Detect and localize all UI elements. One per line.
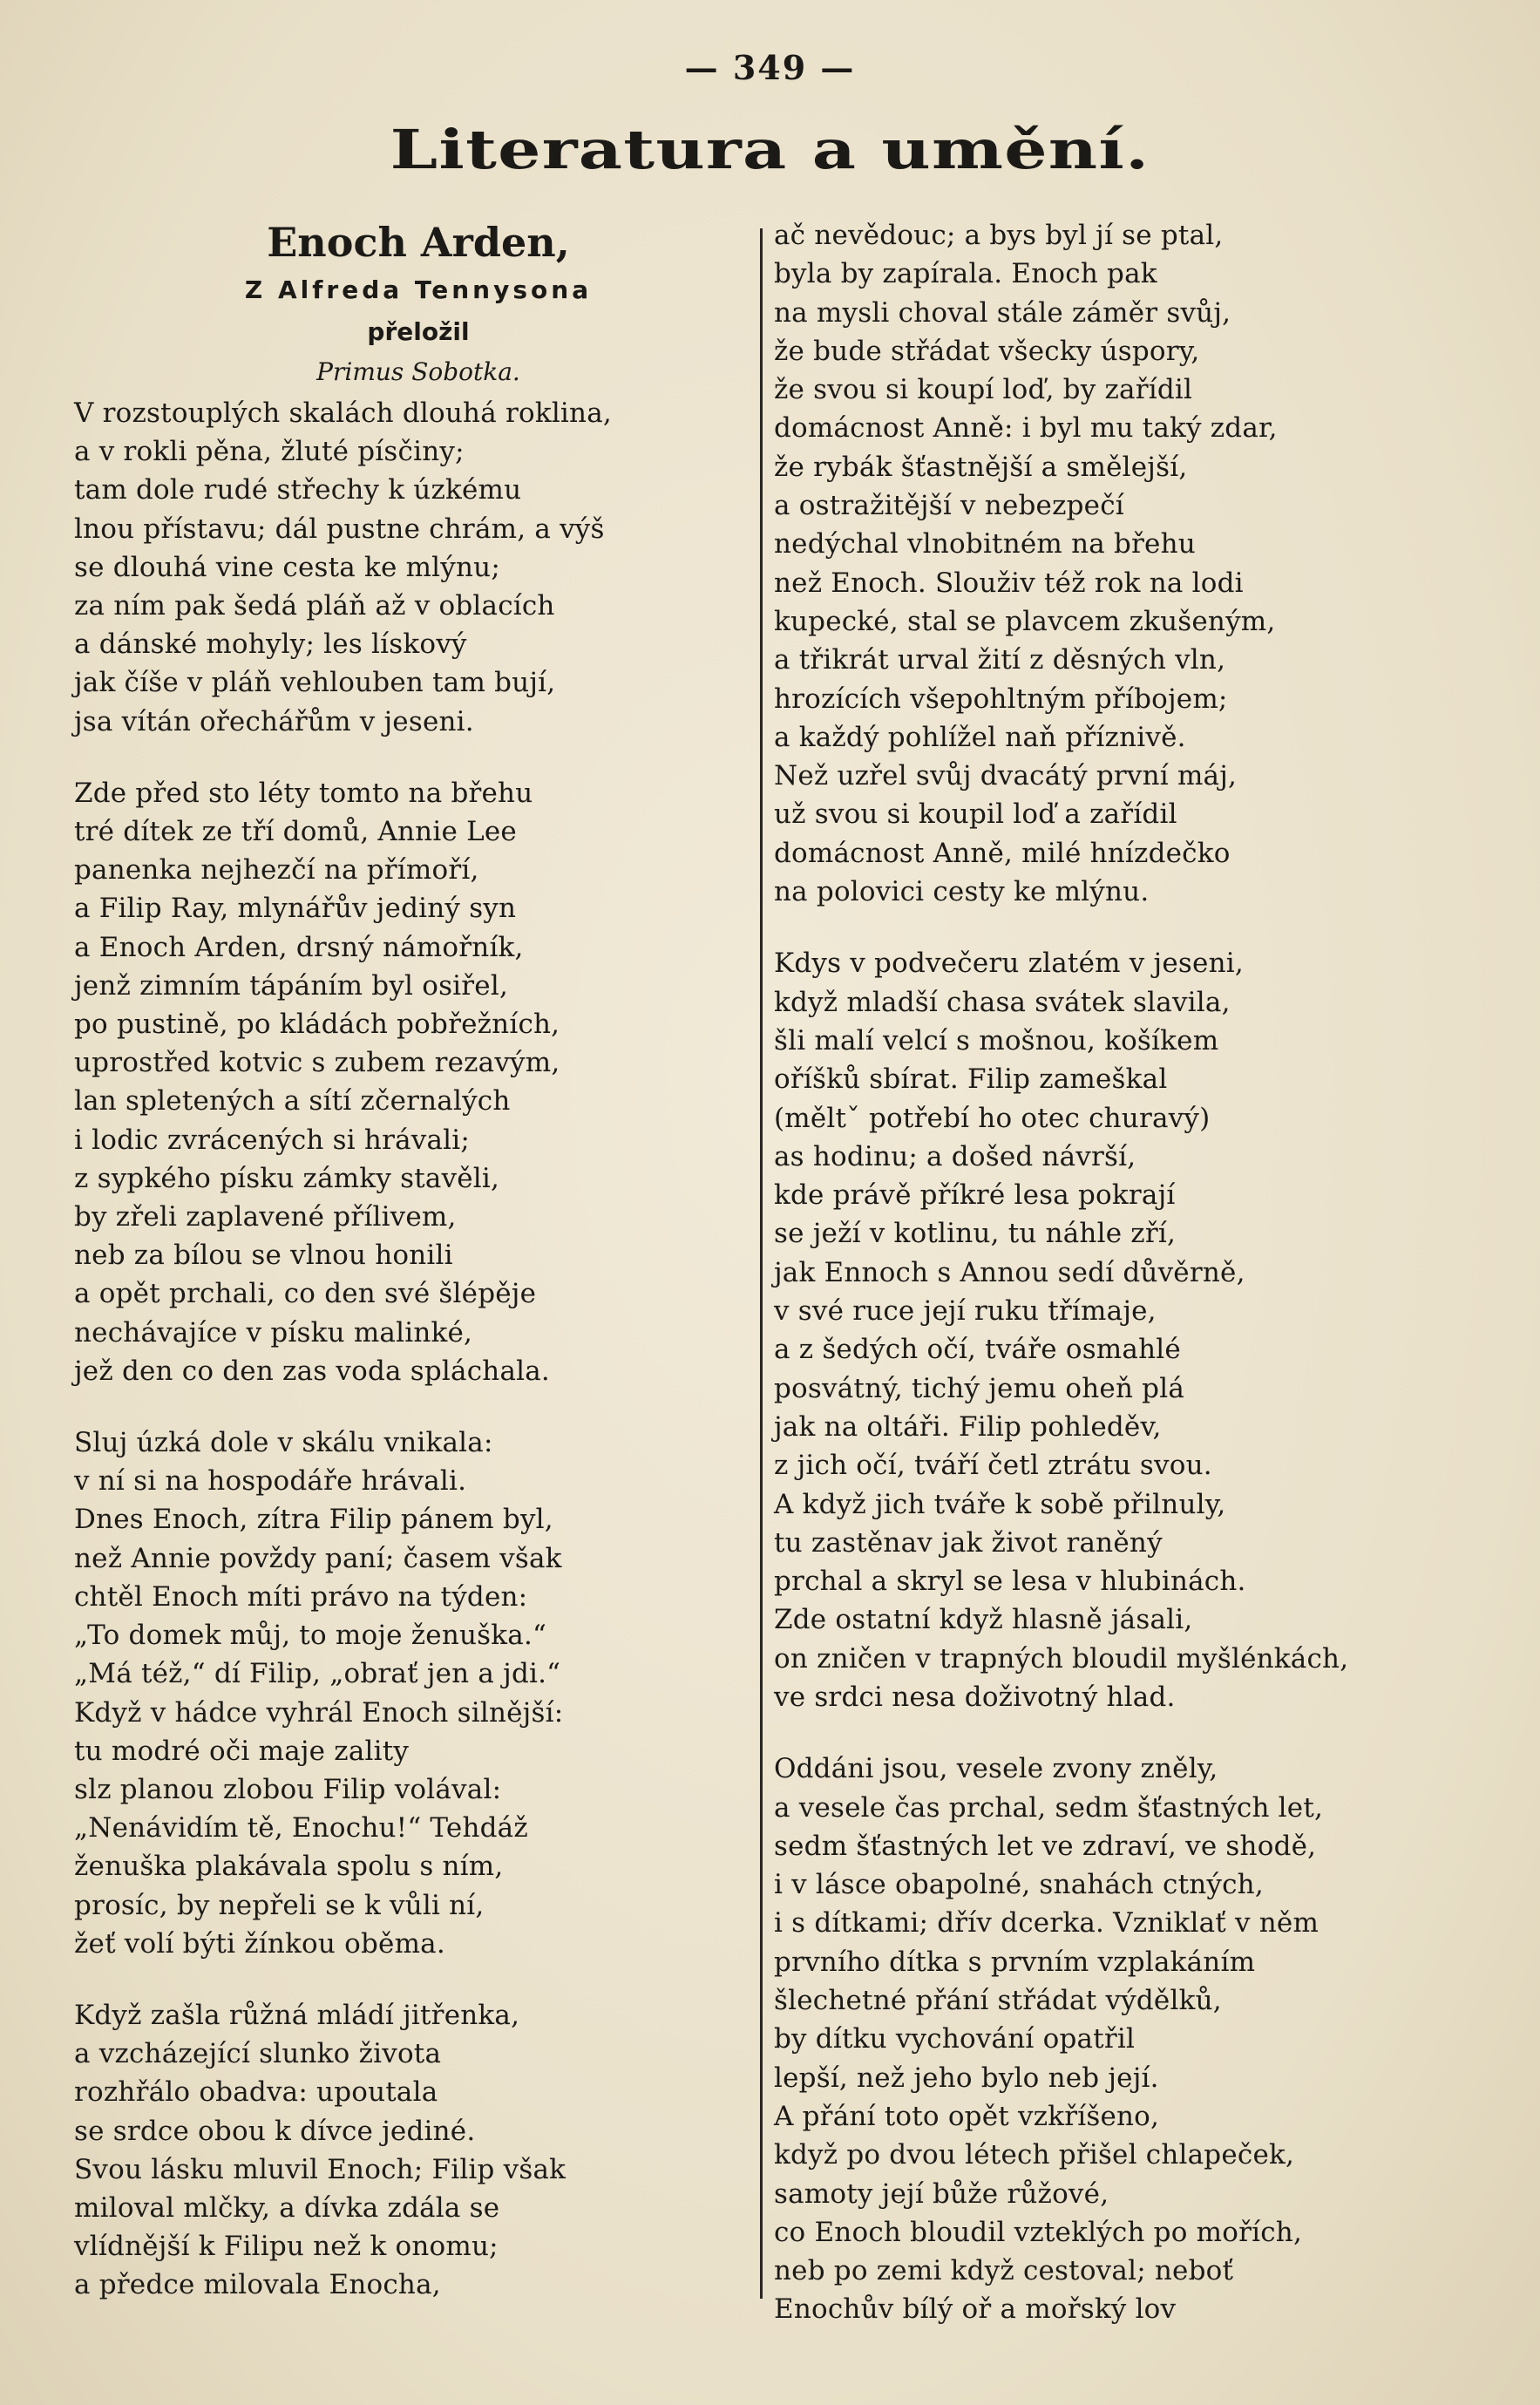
stanza <box>774 1749 1454 2328</box>
poem-line: ve srdci nesa doživotný hlad. <box>774 1681 1176 1713</box>
poem-line: se dlouhá vine cesta ke mlýnu; <box>74 551 500 583</box>
poem-line: lepší, než jeho bylo neb její. <box>774 2062 1159 2094</box>
translator-note: přeložil <box>367 317 470 346</box>
poem-line: a dánské mohyly; les lískový <box>74 628 467 661</box>
right-stanzas <box>774 216 1454 2329</box>
poem-line: A když jich tváře k sobě přilnuly, <box>774 1488 1226 1520</box>
poem-line: A přání toto opět vzkříšeno, <box>774 2100 1160 2132</box>
poem-line: na polovici cesty ke mlýnu. <box>774 876 1150 908</box>
poem-line: a Enoch Arden, drsný námořník, <box>74 931 524 963</box>
poem-line: co Enoch bloudil vzteklých po mořích, <box>774 2216 1303 2248</box>
poem-line: uprostřed kotvic s zubem rezavým, <box>74 1047 560 1079</box>
poem-line: než Enoch. Slouživ též rok na lodi <box>774 567 1244 599</box>
poem-line: Sluj úzká dole v skálu vnikala: <box>74 1427 493 1459</box>
poem-line: ženuška plakávala spolu s ním, <box>74 1851 504 1883</box>
poem-line: domácnost Anně, milé hnízdečko <box>774 837 1231 869</box>
poem-line: a opět prchali, co den své šlépěje <box>74 1278 537 1310</box>
poem-line: kde právě příkré lesa pokrají <box>774 1179 1176 1212</box>
poem-line: a předce milovala Enocha, <box>74 2269 441 2301</box>
poem-line: tam dole rudé střechy k úzkému <box>74 474 522 506</box>
poem-line: z jich očí, tváří četl ztrátu svou. <box>774 1450 1212 1482</box>
poem-line: než Annie povždy paní; časem však <box>74 1542 562 1574</box>
poem-line: šlechetné přání střádat výdělků, <box>774 1985 1222 2017</box>
poem-line: se ježí v kotlinu, tu náhle zří, <box>774 1218 1177 1250</box>
poem-line: Enochův bílý oř a mořský lov <box>774 2293 1177 2326</box>
poem-line: Kdys v podvečeru zlatém v jeseni, <box>774 948 1244 980</box>
poem-line: as hodinu; a došed návrší, <box>774 1140 1136 1172</box>
poem-line: nechávajíce v písku malinké, <box>74 1316 473 1349</box>
poem-line: i lodic zvrácených si hrávali; <box>74 1124 471 1156</box>
poem-line: jež den co den zas voda spláchala. <box>74 1355 550 1387</box>
poem-line: Než uzřel svůj dvacátý první máj, <box>774 760 1238 792</box>
poem-line: neb po zemi když cestoval; neboť <box>774 2255 1234 2287</box>
poem-line: hrozících všepohltným příbojem; <box>774 683 1228 715</box>
stanza <box>74 774 763 1390</box>
poem-line: prchal a skryl se lesa v hlubinách. <box>774 1566 1246 1598</box>
poem-line: žeť volí býti žínkou oběma. <box>74 1927 445 1960</box>
poem-line: on zničen v trapných bloudil myšlénkách, <box>774 1642 1349 1675</box>
poem-line: za ním pak šedá pláň až v oblacích <box>74 590 555 622</box>
poem-title: Enoch Arden, <box>267 219 570 266</box>
poem-line: a Filip Ray, mlynářův jediný syn <box>74 893 517 925</box>
right-column <box>774 216 1454 2329</box>
poem-line: na mysli choval stále záměr svůj, <box>774 296 1231 329</box>
poem-line: v své ruce její ruku třímaje, <box>774 1295 1157 1328</box>
poem-line: ač nevědouc; a bys byl jí se ptal, <box>774 220 1224 251</box>
stanza <box>74 394 763 741</box>
poem-line: Svou lásku mluvil Enoch; Filip však <box>74 2153 566 2185</box>
poem-line: Když zašla růžná mládí jitřenka, <box>74 1999 520 2031</box>
section-title: Literatura a umění. <box>390 118 1150 181</box>
poem-line: a vzcházející slunko života <box>74 2038 442 2070</box>
poem-line: prvního dítka s prvním vzplakáním <box>774 1946 1256 1978</box>
poem-line: nedýchal vlnobitném na břehu <box>774 528 1196 560</box>
left-column <box>74 216 763 2305</box>
poem-line: domácnost Anně: i byl mu taký zdar, <box>774 412 1278 445</box>
poem-line: tré dítek ze tří domů, Annie Lee <box>74 816 517 848</box>
poem-line: a v rokli pěna, žluté písčiny; <box>74 436 465 468</box>
poem-line: když mladší chasa svátek slavila, <box>774 986 1231 1018</box>
poem-line: a z šedých očí, tváře osmahlé <box>774 1334 1181 1366</box>
poem-line: Dnes Enoch, zítra Filip pánem byl, <box>74 1504 553 1536</box>
poem-line: že rybák šťastnější a smělejší, <box>774 451 1188 483</box>
poem-line: z sypkého písku zámky stavěli, <box>74 1162 500 1194</box>
left-stanzas <box>74 394 763 2305</box>
poem-line: šli malí velcí s mošnou, košíkem <box>774 1024 1219 1056</box>
poem-line: by zřeli zaplavené přílivem, <box>74 1201 457 1233</box>
poem-line: i v lásce obapolné, snahách ctných, <box>774 1869 1264 1901</box>
poem-line: prosíc, by nepřeli se k vůli ní, <box>74 1889 485 1921</box>
stanza <box>74 1996 763 2305</box>
poem-line: Když v hádce vyhrál Enoch silnější: <box>74 1696 564 1729</box>
poem-line: oříšků sbírat. Filip zameškal <box>774 1063 1168 1096</box>
poem-line: byla by zapírala. Enoch pak <box>774 258 1157 290</box>
poem-line: „Má též,“ dí Filip, „obrať jen a jdi.“ <box>74 1658 561 1690</box>
page-number: — 349 — <box>684 48 856 87</box>
poem-line: a ostražitější v nebezpečí <box>774 490 1124 522</box>
poem-line: jak na oltáři. Filip pohleděv, <box>774 1410 1162 1443</box>
poem-line: chtěl Enoch míti právo na týden: <box>74 1580 528 1613</box>
poem-line: lnou přístavu; dál pustne chrám, a výš <box>74 513 605 545</box>
poem-line: a každý pohlížel naň příznivě. <box>774 721 1186 753</box>
stanza <box>74 1423 763 1963</box>
poem-line: slz planou zlobou Filip volával: <box>74 1773 502 1805</box>
poem-line: Oddáni jsou, vesele zvony zněly, <box>774 1753 1218 1785</box>
poem-line: už svou si koupil loď a zařídil <box>774 798 1177 831</box>
poem-subtitle: Z Alfreda Tennysona <box>244 275 593 304</box>
poem-line: posvátný, tichý jemu oheň plá <box>774 1372 1185 1404</box>
poem-line: jak Ennoch s Annou sedí důvěrně, <box>774 1256 1245 1288</box>
poem-line: jenž zimním tápáním byl osiřel, <box>74 969 509 1002</box>
poem-line: v ní si na hospodáře hrávali. <box>74 1465 467 1498</box>
poem-line: tu modré oči maje zality <box>74 1735 410 1767</box>
poem-line: by dítku vychování opatřil <box>774 2023 1136 2055</box>
poem-line: kupecké, stal se plavcem zkušeným, <box>774 605 1276 637</box>
poem-line: vlídnější k Filipu než k onomu; <box>74 2231 499 2263</box>
poem-line: samoty její bůže růžové, <box>774 2177 1109 2210</box>
poem-line: jak číše v pláň vehlouben tam bují, <box>74 667 556 699</box>
poem-line: „To domek můj, to moje ženuška.“ <box>74 1620 547 1652</box>
poem-line: tu zastěnav jak život raněný <box>774 1526 1163 1559</box>
poem-line: Zde před sto léty tomto na břehu <box>74 777 533 809</box>
poem-line: i s dítkami; dřív dcerka. Vzniklať v něm <box>774 1907 1320 1940</box>
poem-line: V rozstouplých skalách dlouhá roklina, <box>74 397 612 429</box>
poem-line: lan spletených a sítí zčernalých <box>74 1085 511 1118</box>
stanza <box>774 944 1454 1716</box>
poem-line: že svou si koupí loď, by zařídil <box>774 374 1193 406</box>
poem-line: „Nenávidím tě, Enochu!“ Tehdáž <box>74 1812 528 1845</box>
poem-line: když po dvou létech přišel chlapeček, <box>774 2139 1295 2171</box>
poem-line: Zde ostatní když hlasně jásali, <box>774 1604 1193 1636</box>
poem-line: a vesele čas prchal, sedm šťastných let, <box>774 1791 1324 1824</box>
poem-line: neb za bílou se vlnou honili <box>74 1240 453 1272</box>
poem-line: miloval mlčky, a dívka zdála se <box>74 2191 500 2224</box>
stanza <box>774 216 1454 911</box>
poem-line: jsa vítán ořechářům v jeseni. <box>74 705 474 737</box>
poem-line: panenka nejhezčí na přímoří, <box>74 854 479 887</box>
poem-line: že bude střádat všecky úspory, <box>774 335 1200 367</box>
poem-line: (měltˇ potřebí ho otec churavý) <box>774 1102 1211 1134</box>
poem-line: sedm šťastných let ve zdraví, ve shodě, <box>774 1830 1317 1862</box>
poem-line: a třikrát urval žití z děsných vln, <box>774 644 1226 676</box>
poem-line: se srdce obou k dívce jediné. <box>74 2115 476 2147</box>
poem-line: rozhřálo obadva: upoutala <box>74 2076 438 2109</box>
translator-name: Primus Sobotka. <box>316 357 520 386</box>
poem-line: po pustině, po kládách pobřežních, <box>74 1009 560 1041</box>
